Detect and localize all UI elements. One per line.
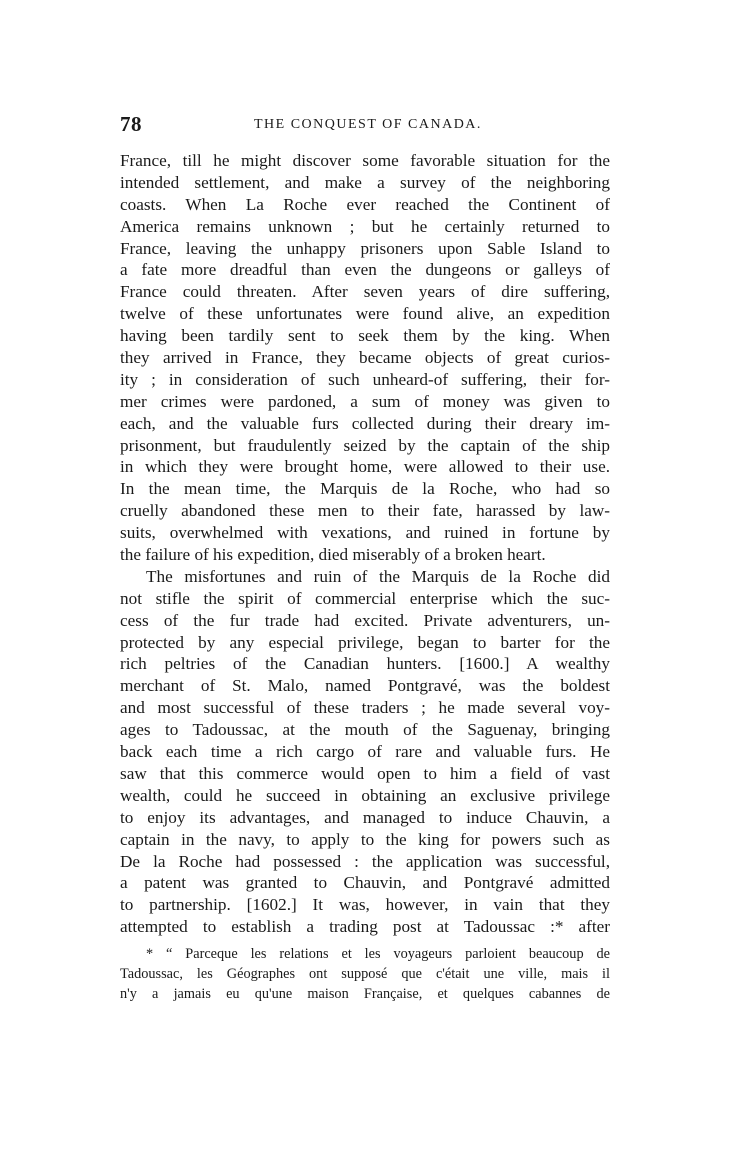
text-line: America remains unknown ; but he certainly returned to [120, 216, 610, 236]
text-line: a patent was granted to Chauvin, and Pontgravé admitted [120, 873, 610, 893]
footnote-line: * “ Parceque les relations et les voyageurs parloient beaucoup de [146, 946, 610, 962]
text-line: protected by any especial privilege, began to barter for the [120, 632, 610, 652]
text-line: back each time a rich cargo of rare and valuable furs. He [120, 742, 610, 762]
running-head [120, 112, 610, 142]
footnote-line: Tadoussac, les Géographes ont supposé que c'était une ville, mais il [120, 966, 610, 982]
text-line: saw that this commerce would open to him a field of vast [120, 763, 610, 783]
text-line: to partnership. [1602.] It was, however, in vain that they [120, 895, 610, 915]
text-line: prisonment, but fraudulently seized by the captain of the ship [120, 435, 610, 455]
text-line: The misfortunes and ruin of the Marquis de la Roche did [146, 566, 610, 586]
text-line: to enjoy its advantages, and managed to induce Chauvin, a [120, 807, 610, 827]
text-line: not stifle the spirit of commercial enterprise which the suc- [120, 588, 610, 608]
text-line: In the mean time, the Marquis de la Roche, who had so [120, 479, 610, 499]
text-line: suits, overwhelmed with vexations, and ruined in fortune by [120, 523, 610, 543]
running-title: THE CONQUEST OF CANADA. [254, 117, 482, 132]
text-line: cruelly abandoned these men to their fate, harassed by law- [120, 501, 610, 521]
text-line: a fate more dreadful than even the dungeons or galleys of [120, 260, 610, 280]
text-line: having been tardily sent to seek them by the king. When [120, 326, 610, 346]
text-line: wealth, could he succeed in obtaining an exclusive privilege [120, 785, 610, 805]
text-line: captain in the navy, to apply to the king for powers such as [120, 829, 610, 849]
text-line: intended settlement, and make a survey of the neighboring [120, 172, 610, 192]
page-number: 78 [120, 112, 142, 136]
text-line: each, and the valuable furs collected during their dreary im- [120, 413, 610, 433]
text-line: mer crimes were pardoned, a sum of money was given to [120, 391, 610, 411]
text-line: the failure of his expedition, died miserably of a broken heart. [120, 545, 546, 565]
text-line: ity ; in consideration of such unheard-of suffering, their for- [120, 369, 610, 389]
footnote-line: n'y a jamais eu qu'une maison Française, et quelques cabannes de [120, 986, 610, 1002]
text-line: France could threaten. After seven years of dire suffering, [120, 282, 610, 302]
text-line: France, leaving the unhappy prisoners upon Sable Island to [120, 238, 610, 258]
text-line: France, till he might discover some favorable situation for the [120, 151, 610, 170]
text-line: attempted to establish a trading post at Tadoussac :* after [120, 917, 610, 937]
text-line: they arrived in France, they became objects of great curios- [120, 348, 610, 368]
text-line: rich peltries of the Canadian hunters. [1600.] A wealthy [120, 654, 610, 674]
text-line: in which they were brought home, were allowed to their use. [120, 457, 610, 477]
text-line: ages to Tadoussac, at the mouth of the Saguenay, bringing [120, 720, 610, 740]
body-text [120, 150, 610, 938]
footnote [120, 944, 610, 1004]
text-line: De la Roche had possessed : the application was successful, [120, 851, 610, 871]
text-line: twelve of these unfortunates were found alive, an expedition [120, 304, 610, 324]
text-line: and most successful of these traders ; he made several voy- [120, 698, 610, 718]
text-line: cess of the fur trade had excited. Private adventurers, un- [120, 610, 610, 630]
text-line: coasts. When La Roche ever reached the Continent of [120, 194, 610, 214]
text-line: merchant of St. Malo, named Pontgravé, was the boldest [120, 676, 610, 696]
